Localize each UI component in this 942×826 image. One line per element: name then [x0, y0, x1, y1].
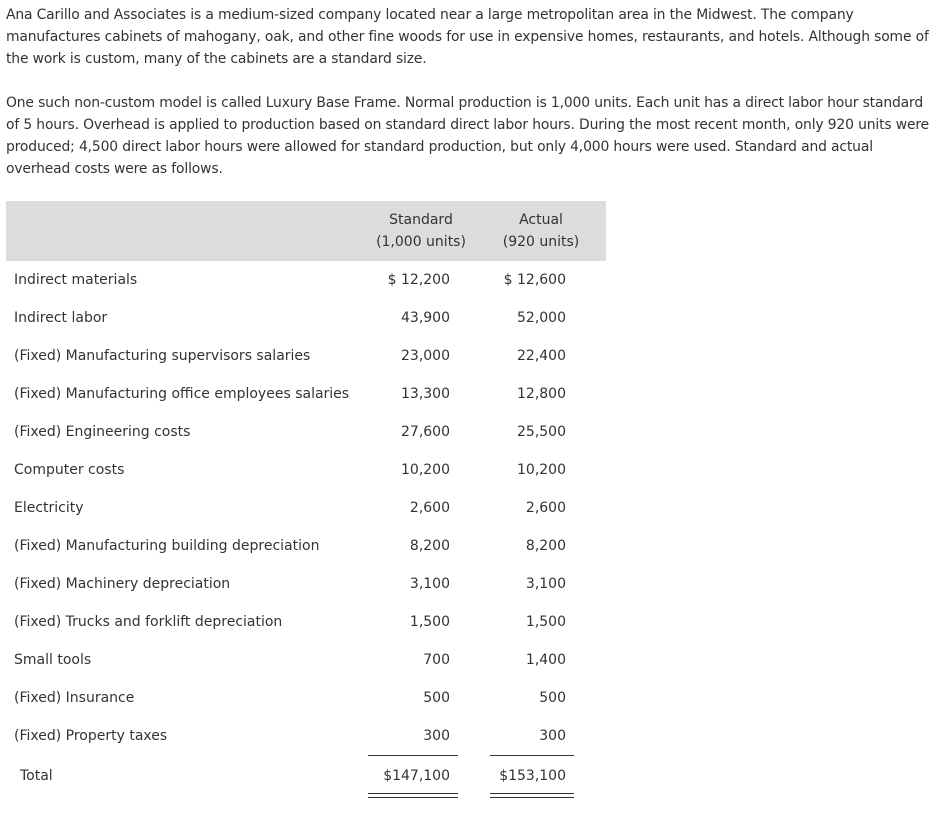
table-row	[0, 308, 620, 346]
total-row	[0, 766, 620, 804]
row-standard-value: 13,300	[401, 386, 450, 402]
row-actual-value: 52,000	[517, 310, 566, 326]
row-standard-value: 27,600	[401, 424, 450, 440]
row-actual-value: 3,100	[525, 576, 566, 592]
total-actual-value: $153,100	[499, 768, 566, 784]
column-header-standard	[366, 209, 476, 253]
actual-header-line2: (920 units)	[502, 234, 580, 250]
row-standard-value: $ 12,200	[387, 272, 450, 288]
row-standard-value: 10,200	[401, 462, 450, 478]
table-row	[0, 384, 620, 422]
row-label: Electricity	[14, 500, 84, 516]
table-row	[0, 574, 620, 612]
standard-header-line2: (1,000 units)	[376, 234, 466, 250]
row-label: (Fixed) Manufacturing supervisors salaries	[14, 348, 311, 364]
total-double-rule-standard	[368, 793, 458, 798]
table-row	[0, 422, 620, 460]
column-header-actual	[486, 209, 596, 253]
row-actual-value: 2,600	[525, 500, 566, 516]
row-label: (Fixed) Machinery depreciation	[14, 576, 231, 592]
row-actual-value: 300	[539, 728, 566, 744]
table-row	[0, 536, 620, 574]
row-label: (Fixed) Manufacturing office employees salaries	[14, 386, 350, 402]
row-label: Computer costs	[14, 462, 125, 478]
row-standard-value: 1,500	[409, 614, 450, 630]
subtotal-rule-actual	[490, 755, 574, 756]
row-actual-value: 22,400	[517, 348, 566, 364]
row-standard-value: 700	[423, 652, 450, 668]
total-label: Total	[20, 768, 53, 784]
row-label: Small tools	[14, 652, 92, 668]
table-row	[0, 612, 620, 650]
row-actual-value: 12,800	[517, 386, 566, 402]
row-standard-value: 23,000	[401, 348, 450, 364]
row-actual-value: 500	[539, 690, 566, 706]
table-row	[0, 346, 620, 384]
table-row	[0, 270, 620, 308]
row-actual-value: 10,200	[517, 462, 566, 478]
row-actual-value: 8,200	[525, 538, 566, 554]
subtotal-rule-standard	[368, 755, 458, 756]
row-label: (Fixed) Property taxes	[14, 728, 168, 744]
row-label: (Fixed) Engineering costs	[14, 424, 191, 440]
total-double-rule-actual	[490, 793, 574, 798]
row-label: Indirect labor	[14, 310, 108, 326]
intro-paragraph-1: Ana Carillo and Associates is a medium-sized company located near a large metropolitan area in the Midwest. The company manufactures cabinets of mahogany, oak, and other fine woods for use in expensive homes, restaurants, and hotels. Although some of the work is custom, many of the cabinets are a standard size.	[6, 7, 929, 67]
row-standard-value: 300	[423, 728, 450, 744]
row-label: (Fixed) Trucks and forklift depreciation	[14, 614, 283, 630]
table-row	[0, 688, 620, 726]
total-standard-value: $147,100	[383, 768, 450, 784]
actual-header-line1: Actual	[519, 212, 563, 228]
row-standard-value: 2,600	[409, 500, 450, 516]
row-standard-value: 43,900	[401, 310, 450, 326]
row-label: Indirect materials	[14, 272, 138, 288]
table-row	[0, 460, 620, 498]
row-label: (Fixed) Insurance	[14, 690, 135, 706]
row-actual-value: 1,500	[525, 614, 566, 630]
row-standard-value: 3,100	[409, 576, 450, 592]
standard-header-line1: Standard	[389, 212, 453, 228]
row-actual-value: 1,400	[525, 652, 566, 668]
row-label: (Fixed) Manufacturing building depreciation	[14, 538, 320, 554]
row-standard-value: 8,200	[409, 538, 450, 554]
row-actual-value: 25,500	[517, 424, 566, 440]
table-row	[0, 498, 620, 536]
row-standard-value: 500	[423, 690, 450, 706]
intro-paragraph-2: One such non-custom model is called Luxury Base Frame. Normal production is 1,000 units. Each unit has a direct labor hour standard of 5 hours. Overhead is applied to production based on standard direct labor hours. During the most recent month, only 920 units were produced; 4,500 direct labor hours were allowed for standard production, but only 4,000 hours were used. Standard and actual overhead costs were as follows.	[6, 95, 929, 177]
row-actual-value: $ 12,600	[503, 272, 566, 288]
table-row	[0, 726, 620, 764]
table-row	[0, 650, 620, 688]
